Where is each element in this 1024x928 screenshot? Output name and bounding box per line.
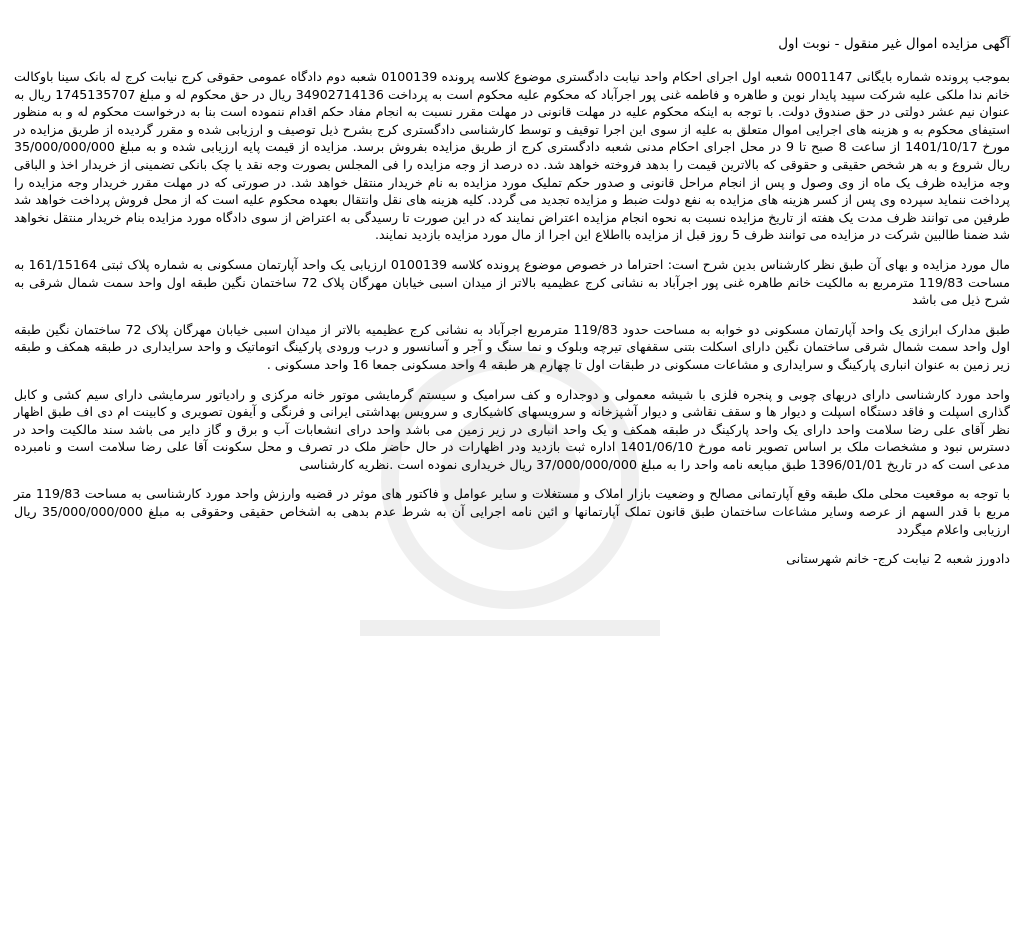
paragraph-building-description: طبق مدارک ابرازی یک واحد آپارتمان مسکونی دو خوابه به مساحت حدود 119/83 مترمربع اجرآباد به نشانی کرج عظیمیه بالاتر از میدان اسبی خیابان مهرگان پلاک 72 ساختمان نگین طبقه اول واحد سمت شمال شرقی ساختمان نگین دارای اسکلت بتنی سقفهای تیرچه وبلوک و نما سنگ و آجر و آسانسور و درب ورودی پارکینگ اتوماتیک و واحد سرایداری در طبقه همکف و طبقه زیر زمین به عنوان انباری پارکینگ و سرایداری و مشاعات مسکونی در طبقات اول تا چهارم هر طبقه 4 واحد مسکونی جمعا 16 واحد مسکونی . (14, 321, 1010, 372)
paragraph-unit-details: واحد مورد کارشناسی دارای دربهای چوبی و پنجره فلزی با شیشه معمولی و دوجداره و کف سرامیک و سیستم گرمایشی موتور خانه مرکزی و رادیاتور سرمایشی دارای سیم کشی و کابل گذاری اسپلت و فاقد دستگاه اسپلت و دیوار ها و سقف نقاشی و دیوار آشپزخانه و سرویسهای کاشیکاری و سرویس بهداشتی ایرانی و فرنگی و آیفون تصویری و کابینت ام دی اف طبق اظهار نظر آقای علی رضا سلامت واحد دارای یک واحد پارکینگ در طبقه همکف و یک واحد انباری در زیر زمین می باشد واحد درای انشعابات آب و برق و گاز دایر می باشد سند مالکیت واحد در دسترس نبود و مشخصات ملک بر اساس تصویر نامه مورخ 1401/06/10 اداره ثبت بازدید ودر اظهارات در حال حاضر ملک در تصرف و محل سکونت آقا علی رضا سلامت است و نامبرده مدعی است که در تاریخ 1396/01/01 طبق مبایعه نامه واحد را به مبلغ 37/000/000/000 ریال خریداری نموده است .نظریه کارشناسی (14, 386, 1010, 472)
paragraph-auction-terms: بموجب پرونده شماره بایگانی 0001147 شعبه اول اجرای احکام واحد نیابت دادگستری موضوع کلاسه پرونده 0100139 شعبه دوم دادگاه عمومی حقوقی کرج نیابت کرج له بانک سینا باوکالت خانم ندا ملکی علیه شرکت سپید پایدار نوین و طاهره و فاطمه غنی پور اجرآباد که محکوم علیه محکوم است به پرداخت 34902714136 ریال در حق محکوم له و مبلغ 1745135707 ریال به عنوان نیم عشر دولتی در حق صندوق دولت. با توجه به اینکه محکوم علیه در مهلت قانونی در مهلت مقرر نسبت به انجام مفاد حکم اقدام ننموده است بنا به درخواست محکوم له و به منظور استیفای محکوم به و هزینه های اجرایی اموال متعلق به علیه از سوی این اجرا توقیف و توسط کارشناسی دادگستری کرج بشرح ذیل توصیف و ارزیابی شده و مقرر گردیده از طریق مزایده در مورخ 1401/10/17 از ساعت 8 صبح تا 9 در محل اجرای احکام مدنی شعبه دادگستری کرج از طریق مزایده بفروش برسد. مزایده از قیمت پایه ارزیابی شده و به مبلغ 35/000/000/000 ریال شروع و به هر شخص حقیقی و حقوقی که بالاترین قیمت را بدهد فروخته خواهد شد. ده درصد از وجه مزایده را فی المجلس بصورت وجه نقد یا چک بانکی تضمینی از خریدار اخذ و الباقی وجه مزایده ظرف یک ماه از وی وصول و پس از انجام مراحل قانونی و صدور حکم تملیک مورد مزایده به نام خریدار منتقل خواهد شد. در صورتی که در مهلت مقرر خریدار وجه مزایده را پرداخت ننماید سپرده وی پس از کسر هزینه های مزایده به نفع دولت ضبط و مزایده تجدید می گردد. کلیه هزینه های نقل وانتقال بعهده محکوم علیه است که از محل فروش پرداخت خواهد شد طرفین می توانند ظرف مدت یک هفته از تاریخ مزایده نسبت به نحوه انجام مزایده اعتراض نمایند که در این صورت تا رسیدگی به اعتراض از سوی دادگاه مورد مزایده بنام خریدار منتقل نخواهد شد ضمنا طالبین شرکت در مزایده می توانند ظرف 5 روز قبل از مزایده بااطلاع این اجرا از مال مورد مزایده بازدید نمایند. (14, 69, 1010, 243)
notice-title: آگهی مزایده اموال غیر منقول - نوبت اول (778, 36, 1010, 52)
signature-line: دادورز شعبه 2 نیابت کرج- خانم شهرستانی (786, 551, 1010, 567)
paragraph-valuation: با توجه به موقعیت محلی ملک طبقه وقع آپارتمانی مصالح و وضعیت بازار املاک و مستغلات و سایر عوامل و فاکتور های موثر در قضیه وارزش واحد مورد کارشناسی به مساحت 119/83 متر مربع با قدر السهم از عرصه وسایر مشاعات ساختمان طبق قانون تملک آپارتمانها و ائین نامه اجرایی آن به شرط عدم بدهی به اشخاص حقیقی وحقوقی به مبلغ 35/000/000/000 ریال ارزیابی واعلام میگردد (14, 486, 1011, 537)
paragraph-property-summary: مال مورد مزایده و بهای آن طبق نظر کارشناس بدین شرح است: احتراما در خصوص موضوع پرونده کلاسه 0100139 ارزیابی یک واحد آپارتمان مسکونی به شماره پلاک ثبتی 161/15164 به مساحت 119/83 مترمربع به مالکیت خانم طاهره غنی پور اجرآباد به نشانی کرج عظیمیه بالاتر از میدان اسبی خیابان مهرگان پلاک 72 ساختمان نگین طبقه اول واحد سمت شمال شرقی به شرح ذیل می باشد (14, 256, 1010, 308)
